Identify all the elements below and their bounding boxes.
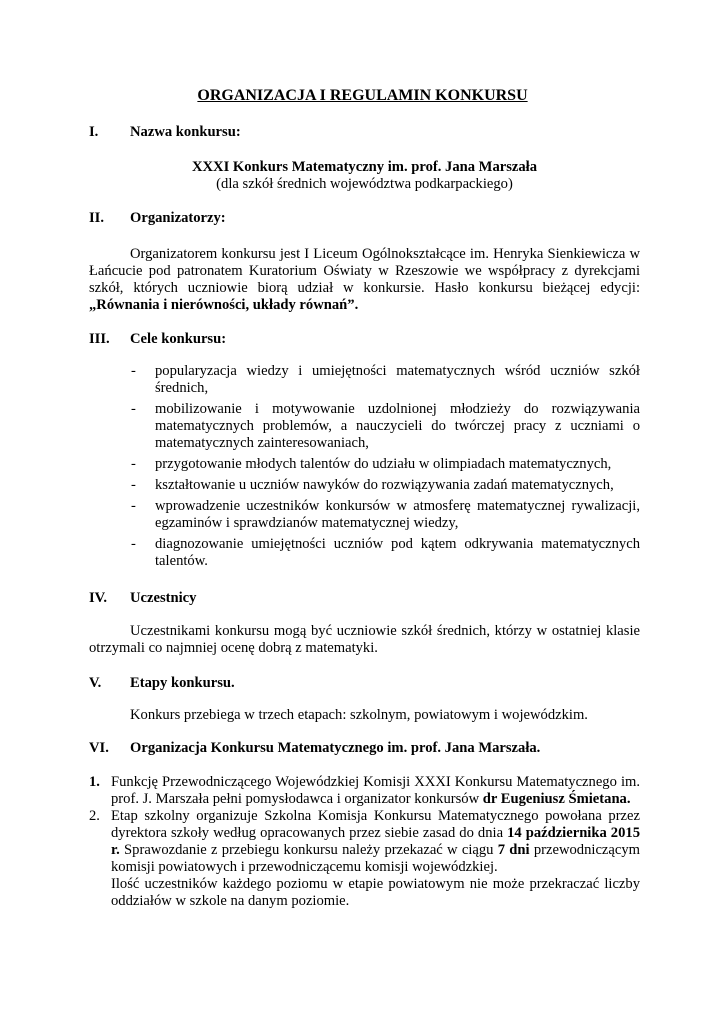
goal-text: kształtowanie u uczniów nawyków do rozwiązywania zadań matematycznych, xyxy=(155,477,614,493)
item-1-text: Funkcję Przewodniczącego Wojewódzkiej Komisji XXXI Konkursu Matematycznego im. prof. J. Marszała pełni pomysłodawca i organizator konkursów xyxy=(111,774,640,807)
deadline-date: 14 października 2015 r. xyxy=(111,825,640,858)
section-4-number: IV. xyxy=(89,590,107,606)
goals-list xyxy=(130,363,640,570)
organizers-paragraph xyxy=(89,246,640,314)
item-2-text-d: Ilość uczestników każdego poziomu w etapie powiatowym nie może przekraczać liczby oddziałów w szkole na danym poziomie. xyxy=(111,876,640,909)
section-1-title: Nazwa konkursu: xyxy=(130,124,241,140)
section-4-title: Uczestnicy xyxy=(130,590,197,606)
bullet-dash: - xyxy=(131,536,136,552)
bullet-dash: - xyxy=(131,456,136,472)
contest-motto: „Równania i nierówności, układy równań”. xyxy=(89,297,359,313)
contest-name: XXXI Konkurs Matematyczny im. prof. Jana Marszała xyxy=(191,159,538,175)
stages-paragraph: Konkurs przebiega w trzech etapach: szkolnym, powiatowym i wojewódzkim. xyxy=(130,707,588,723)
section-2-title: Organizatorzy: xyxy=(130,210,226,226)
section-5-title: Etapy konkursu. xyxy=(130,675,235,691)
section-3-number: III. xyxy=(89,331,110,347)
section-6-number: VI. xyxy=(89,740,109,756)
item-2-text-a: Etap szkolny organizuje Szkolna Komisja Konkursu Matematycznego powołana przez dyrektora szkoły według opracowanych przez siebie zasad do dnia xyxy=(111,808,640,841)
participants-paragraph: Uczestnikami konkursu mogą być uczniowie szkół średnich, którzy w ostatniej klasie otrzymali co najmniej ocenę dobrą z matematyki. xyxy=(89,623,640,656)
chairman-name: dr Eugeniusz Śmietana. xyxy=(482,791,631,807)
goal-text: popularyzacja wiedzy i umiejętności matematycznych wśród uczniów szkół średnich, xyxy=(155,363,640,396)
contest-subtitle: (dla szkół średnich województwa podkarpackiego) xyxy=(216,176,513,192)
document-title: ORGANIZACJA I REGULAMIN KONKURSU xyxy=(197,87,528,104)
item-2-text-b: Sprawozdanie z przebiegu konkursu należy przekazać w ciągu xyxy=(119,842,498,858)
section-2-number: II. xyxy=(89,210,105,226)
item-number: 2. xyxy=(89,808,100,824)
item-number: 1. xyxy=(89,774,100,790)
goal-item xyxy=(130,536,640,570)
report-days: 7 dni xyxy=(497,842,530,858)
item-2-text-c: przewodniczącym komisji powiatowych i przewodniczącemu komisji wojewódzkiej. xyxy=(111,842,640,875)
section-1-number: I. xyxy=(89,124,99,140)
goal-text: diagnozowanie umiejętności uczniów pod kątem odkrywania matematycznych talentów. xyxy=(155,536,640,569)
bullet-dash: - xyxy=(131,363,136,379)
organization-list xyxy=(89,774,640,910)
goal-text: mobilizowanie i motywowanie uzdolnionej młodzieży do rozwiązywania matematycznych problemów, a nauczycieli do twórczej pracy z uczniami o matematycznych zainteresowaniach, xyxy=(155,401,640,451)
organization-item xyxy=(89,808,640,910)
goal-item xyxy=(130,401,640,452)
goal-item xyxy=(130,456,640,473)
goal-text: przygotowanie młodych talentów do udziału w olimpiadach matematycznych, xyxy=(155,456,612,472)
bullet-dash: - xyxy=(131,401,136,417)
section-5-number: V. xyxy=(89,675,102,691)
section-3-title: Cele konkursu: xyxy=(130,331,227,347)
organization-item xyxy=(89,774,640,808)
goal-item xyxy=(130,363,640,397)
bullet-dash: - xyxy=(131,477,136,493)
section-6-title: Organizacja Konkursu Matematycznego im. prof. Jana Marszała. xyxy=(130,740,541,756)
goal-text: wprowadzenie uczestników konkursów w atmosferę matematycznej rywalizacji, egzaminów i sprawdzianów matematycznej wiedzy, xyxy=(155,498,640,531)
bullet-dash: - xyxy=(131,498,136,514)
organizers-text: Organizatorem konkursu jest I Liceum Ogólnokształcące im. Henryka Sienkiewicza w Łańcucie pod patronatem Kuratorium Oświaty w Rzeszowie we współpracy z dyrekcjami szkół, których uczniowie biorą udział w konkursie. Hasło konkursu bieżącej edycji: xyxy=(89,246,640,296)
goal-item xyxy=(130,477,640,494)
goal-item xyxy=(130,498,640,532)
